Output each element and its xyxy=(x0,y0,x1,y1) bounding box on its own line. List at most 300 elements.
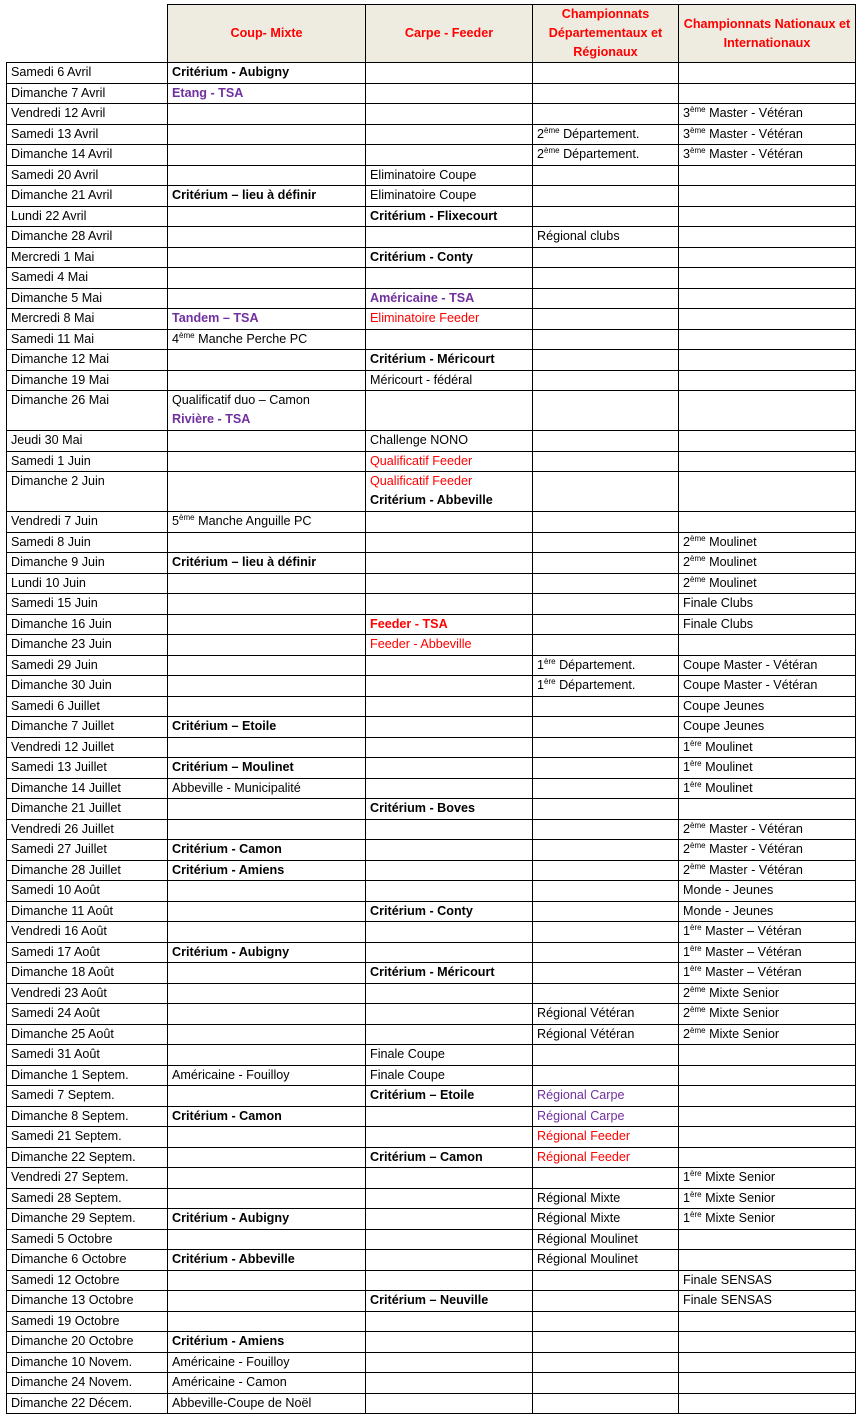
ordinal-number: 1 xyxy=(683,944,691,959)
coup-mixte-cell xyxy=(168,186,366,207)
table-row xyxy=(7,614,856,635)
national-international-cell xyxy=(679,1250,856,1271)
coup-mixte-cell xyxy=(168,1250,366,1271)
national-international-cell xyxy=(679,186,856,207)
date-cell: Vendredi 16 Août xyxy=(7,922,168,943)
event-label: Régional Carpe xyxy=(537,1088,625,1102)
event-label: Moulinet xyxy=(705,760,753,774)
event-label: Master - Vétéran xyxy=(709,821,803,836)
national-international-cell xyxy=(679,840,856,861)
event-entry xyxy=(370,615,528,634)
carpe-feeder-cell xyxy=(366,553,533,574)
event-entry xyxy=(172,1066,361,1085)
carpe-feeder-cell xyxy=(366,1332,533,1353)
event-entry xyxy=(537,1127,674,1146)
departmental-regional-cell xyxy=(533,268,679,289)
date-cell: Samedi 20 Avril xyxy=(7,165,168,186)
date-cell: Samedi 27 Juillet xyxy=(7,840,168,861)
ordinal-number: 1 xyxy=(683,780,691,795)
departmental-regional-cell xyxy=(533,1065,679,1086)
national-international-cell xyxy=(679,942,856,963)
national-international-cell xyxy=(679,391,856,431)
national-international-cell xyxy=(679,370,856,391)
ordinal-number: 2 xyxy=(537,147,545,161)
coup-mixte-cell xyxy=(168,594,366,615)
coup-mixte-cell xyxy=(168,717,366,738)
table-row xyxy=(7,799,856,820)
event-label: Américaine - Fouilloy xyxy=(172,1067,290,1082)
ordinal-suffix: ème xyxy=(690,125,706,135)
ordinal-suffix: ème xyxy=(544,125,560,135)
event-label: Mixte Senior xyxy=(709,1006,780,1020)
departmental-regional-cell xyxy=(533,758,679,779)
ordinal-suffix: ère xyxy=(544,677,556,686)
event-entry xyxy=(370,289,528,308)
table-row xyxy=(7,573,856,594)
national-international-cell xyxy=(679,778,856,799)
date-cell: Lundi 10 Juin xyxy=(7,573,168,594)
carpe-feeder-cell xyxy=(366,1147,533,1168)
table-row xyxy=(7,63,856,84)
event-label: Critérium - Camon xyxy=(172,842,282,856)
event-label: Régional Feeder xyxy=(537,1129,631,1143)
national-international-cell xyxy=(679,655,856,676)
departmental-regional-cell xyxy=(533,819,679,840)
national-international-cell xyxy=(679,1373,856,1394)
national-international-cell xyxy=(679,206,856,227)
table-row xyxy=(7,451,856,472)
ordinal-number: 2 xyxy=(537,126,545,141)
national-international-cell xyxy=(679,1393,856,1414)
carpe-feeder-cell xyxy=(366,1168,533,1189)
departmental-regional-cell xyxy=(533,860,679,881)
event-entry xyxy=(370,1291,528,1310)
coup-mixte-cell xyxy=(168,288,366,309)
event-label: Rivière - TSA xyxy=(172,412,251,426)
date-cell: Samedi 13 Juillet xyxy=(7,758,168,779)
coup-mixte-cell xyxy=(168,1352,366,1373)
event-entry xyxy=(370,452,528,471)
event-entry xyxy=(172,63,361,82)
event-label: Coupe Jeunes xyxy=(683,698,765,713)
event-entry xyxy=(683,717,851,736)
event-entry xyxy=(683,553,851,572)
event-entry xyxy=(537,1004,674,1023)
event-label: Finale Coupe xyxy=(370,1047,445,1061)
event-entry xyxy=(172,1250,361,1269)
coup-mixte-cell xyxy=(168,451,366,472)
national-international-cell xyxy=(679,532,856,553)
coup-mixte-cell xyxy=(168,1045,366,1066)
date-cell: Dimanche 18 Août xyxy=(7,963,168,984)
event-label: Master - Vétéran xyxy=(709,147,803,161)
carpe-feeder-cell xyxy=(366,840,533,861)
ordinal-number: 4 xyxy=(172,331,180,346)
event-label: Critérium – Camon xyxy=(370,1149,483,1164)
table-row xyxy=(7,1086,856,1107)
event-entry xyxy=(537,1107,674,1126)
ordinal-suffix: ère xyxy=(544,656,556,666)
departmental-regional-cell xyxy=(533,983,679,1004)
carpe-feeder-cell xyxy=(366,1229,533,1250)
table-row xyxy=(7,1311,856,1332)
event-label: Eliminatoire Feeder xyxy=(370,311,480,325)
departmental-regional-cell xyxy=(533,1086,679,1107)
table-row xyxy=(7,1209,856,1230)
coup-mixte-cell xyxy=(168,799,366,820)
date-cell: Vendredi 12 Juillet xyxy=(7,737,168,758)
event-label: Moulinet xyxy=(705,739,753,754)
departmental-regional-cell xyxy=(533,676,679,697)
departmental-regional-cell xyxy=(533,391,679,431)
event-entry xyxy=(172,1107,361,1126)
table-row xyxy=(7,268,856,289)
event-entry xyxy=(683,125,851,144)
event-entry xyxy=(370,635,528,654)
event-entry xyxy=(683,1209,851,1228)
ordinal-suffix: ème xyxy=(690,1005,706,1014)
table-row xyxy=(7,124,856,145)
departmental-regional-cell xyxy=(533,227,679,248)
coup-mixte-cell xyxy=(168,614,366,635)
event-label: Master – Vétéran xyxy=(705,944,802,959)
date-cell: Samedi 10 Août xyxy=(7,881,168,902)
coup-mixte-cell xyxy=(168,206,366,227)
carpe-feeder-cell xyxy=(366,1373,533,1394)
date-cell: Dimanche 7 Avril xyxy=(7,83,168,104)
ordinal-suffix: ère xyxy=(690,1189,702,1199)
ordinal-suffix: ème xyxy=(690,820,706,830)
event-entry xyxy=(370,186,528,205)
departmental-regional-cell xyxy=(533,1393,679,1414)
date-cell: Dimanche 25 Août xyxy=(7,1024,168,1045)
event-label: Master - Vétéran xyxy=(709,106,803,120)
departmental-regional-cell xyxy=(533,696,679,717)
event-entry xyxy=(172,779,361,798)
coup-mixte-cell xyxy=(168,1106,366,1127)
carpe-feeder-cell xyxy=(366,983,533,1004)
ordinal-number: 2 xyxy=(683,534,691,549)
event-label: Moulinet xyxy=(709,575,757,590)
event-entry xyxy=(683,1168,851,1187)
ordinal-number: 2 xyxy=(683,985,691,1000)
event-entry xyxy=(683,656,851,675)
coup-mixte-cell xyxy=(168,1188,366,1209)
table-row xyxy=(7,165,856,186)
table-row xyxy=(7,532,856,553)
departmental-regional-cell xyxy=(533,901,679,922)
event-entry xyxy=(370,166,528,185)
national-international-cell xyxy=(679,922,856,943)
coup-mixte-cell xyxy=(168,431,366,452)
table-row xyxy=(7,309,856,330)
ordinal-number: 1 xyxy=(683,1211,691,1225)
departmental-regional-cell xyxy=(533,512,679,533)
departmental-regional-cell xyxy=(533,1373,679,1394)
departmental-regional-cell xyxy=(533,1352,679,1373)
event-entry xyxy=(172,186,361,205)
date-cell: Samedi 19 Octobre xyxy=(7,1311,168,1332)
event-entry xyxy=(172,330,361,349)
event-label: Régional clubs xyxy=(537,229,620,243)
table-row xyxy=(7,1393,856,1414)
event-entry xyxy=(370,1045,528,1064)
carpe-feeder-cell xyxy=(366,1045,533,1066)
national-international-cell xyxy=(679,309,856,330)
header-departmental-regional: Championnats Départementaux et Régionaux xyxy=(533,5,679,63)
event-label: Département. xyxy=(563,147,640,161)
event-entry xyxy=(172,1332,361,1351)
coup-mixte-cell xyxy=(168,758,366,779)
event-label: Qualificatif duo – Camon xyxy=(172,393,310,407)
departmental-regional-cell xyxy=(533,1291,679,1312)
event-label: Master - Vétéran xyxy=(709,842,803,856)
ordinal-number: 5 xyxy=(172,514,180,528)
carpe-feeder-cell xyxy=(366,799,533,820)
header-carpe-feeder: Carpe - Feeder xyxy=(366,5,533,63)
event-label: Critérium – lieu à définir xyxy=(172,555,317,569)
coup-mixte-cell xyxy=(168,124,366,145)
national-international-cell xyxy=(679,124,856,145)
carpe-feeder-cell xyxy=(366,1270,533,1291)
coup-mixte-cell xyxy=(168,860,366,881)
carpe-feeder-cell xyxy=(366,391,533,431)
event-label: Feeder - Abbeville xyxy=(370,637,472,651)
carpe-feeder-cell xyxy=(366,1106,533,1127)
carpe-feeder-cell xyxy=(366,1004,533,1025)
departmental-regional-cell xyxy=(533,451,679,472)
carpe-feeder-cell xyxy=(366,472,533,512)
departmental-regional-cell xyxy=(533,1229,679,1250)
carpe-feeder-cell xyxy=(366,63,533,84)
event-label: Moulinet xyxy=(709,534,757,549)
table-row xyxy=(7,983,856,1004)
coup-mixte-cell xyxy=(168,145,366,166)
event-label: Master – Vétéran xyxy=(705,965,802,979)
departmental-regional-cell xyxy=(533,1024,679,1045)
date-cell: Dimanche 10 Novem. xyxy=(7,1352,168,1373)
national-international-cell xyxy=(679,104,856,125)
table-row xyxy=(7,227,856,248)
ordinal-suffix: ème xyxy=(690,841,706,850)
departmental-regional-cell xyxy=(533,1045,679,1066)
coup-mixte-cell xyxy=(168,1270,366,1291)
ordinal-number: 1 xyxy=(683,1190,691,1205)
carpe-feeder-cell xyxy=(366,737,533,758)
event-label: Challenge NONO xyxy=(370,433,468,447)
event-entry xyxy=(683,922,851,941)
table-row xyxy=(7,860,856,881)
event-entry xyxy=(683,738,851,757)
event-label: Critérium - Flixecourt xyxy=(370,208,498,223)
carpe-feeder-cell xyxy=(366,963,533,984)
table-row xyxy=(7,1024,856,1045)
carpe-feeder-cell xyxy=(366,451,533,472)
table-row xyxy=(7,758,856,779)
departmental-regional-cell xyxy=(533,963,679,984)
date-cell: Jeudi 30 Mai xyxy=(7,431,168,452)
departmental-regional-cell xyxy=(533,431,679,452)
ordinal-number: 3 xyxy=(683,147,691,161)
coup-mixte-cell xyxy=(168,655,366,676)
date-cell: Dimanche 30 Juin xyxy=(7,676,168,697)
ordinal-suffix: ère xyxy=(690,923,702,932)
event-entry xyxy=(683,840,851,859)
carpe-feeder-cell xyxy=(366,227,533,248)
event-label: Critérium - Boves xyxy=(370,801,475,815)
ordinal-number: 1 xyxy=(683,739,691,754)
date-cell: Dimanche 29 Septem. xyxy=(7,1209,168,1230)
departmental-regional-cell xyxy=(533,635,679,656)
table-header xyxy=(7,5,856,63)
event-entry xyxy=(683,697,851,716)
table-row xyxy=(7,288,856,309)
event-label: Finale SENSAS xyxy=(683,1272,772,1287)
header-row xyxy=(7,5,856,63)
carpe-feeder-cell xyxy=(366,1352,533,1373)
coup-mixte-cell xyxy=(168,472,366,512)
table-row xyxy=(7,635,856,656)
table-row xyxy=(7,778,856,799)
coup-mixte-cell xyxy=(168,268,366,289)
ordinal-suffix: ème xyxy=(179,330,195,340)
event-label: Feeder - TSA xyxy=(370,616,448,631)
national-international-cell xyxy=(679,1024,856,1045)
carpe-feeder-cell xyxy=(366,206,533,227)
departmental-regional-cell xyxy=(533,186,679,207)
table-row xyxy=(7,1065,856,1086)
event-label: Régional Moulinet xyxy=(537,1231,638,1246)
table-body xyxy=(7,63,856,1414)
event-entry xyxy=(537,1148,674,1167)
event-entry xyxy=(370,431,528,450)
national-international-cell xyxy=(679,1127,856,1148)
departmental-regional-cell xyxy=(533,1209,679,1230)
event-label: Régional Mixte xyxy=(537,1211,621,1225)
event-entry xyxy=(172,410,361,429)
ordinal-suffix: ème xyxy=(690,861,706,871)
departmental-regional-cell xyxy=(533,881,679,902)
coup-mixte-cell xyxy=(168,696,366,717)
table-row xyxy=(7,431,856,452)
departmental-regional-cell xyxy=(533,350,679,371)
event-entry xyxy=(683,594,851,613)
national-international-cell xyxy=(679,758,856,779)
carpe-feeder-cell xyxy=(366,1311,533,1332)
carpe-feeder-cell xyxy=(366,1291,533,1312)
ordinal-number: 3 xyxy=(683,126,691,141)
ordinal-suffix: ème xyxy=(690,554,706,563)
event-label: Département. xyxy=(559,657,636,672)
event-entry xyxy=(537,1230,674,1249)
national-international-cell xyxy=(679,431,856,452)
coup-mixte-cell xyxy=(168,370,366,391)
event-label: Département. xyxy=(563,126,640,141)
coup-mixte-cell xyxy=(168,1168,366,1189)
ordinal-number: 1 xyxy=(683,1170,691,1184)
event-label: Critérium – Neuville xyxy=(370,1293,489,1307)
carpe-feeder-cell xyxy=(366,512,533,533)
ordinal-number: 2 xyxy=(683,821,691,836)
date-cell: Dimanche 21 Avril xyxy=(7,186,168,207)
event-label: Master - Vétéran xyxy=(709,862,803,877)
date-cell: Dimanche 2 Juin xyxy=(7,472,168,512)
table-row xyxy=(7,655,856,676)
event-label: Critérium - Conty xyxy=(370,903,473,918)
ordinal-suffix: ère xyxy=(690,964,702,973)
coup-mixte-cell xyxy=(168,1127,366,1148)
event-label: Critérium - Amiens xyxy=(172,862,285,877)
national-international-cell xyxy=(679,983,856,1004)
event-entry xyxy=(370,1066,528,1085)
event-label: Critérium – Moulinet xyxy=(172,760,294,774)
carpe-feeder-cell xyxy=(366,83,533,104)
national-international-cell xyxy=(679,594,856,615)
event-entry xyxy=(683,676,851,695)
competition-calendar-table xyxy=(6,4,856,1414)
carpe-feeder-cell xyxy=(366,860,533,881)
departmental-regional-cell xyxy=(533,532,679,553)
table-row xyxy=(7,922,856,943)
departmental-regional-cell xyxy=(533,1332,679,1353)
event-entry xyxy=(370,1086,528,1105)
national-international-cell xyxy=(679,1045,856,1066)
national-international-cell xyxy=(679,1065,856,1086)
departmental-regional-cell xyxy=(533,573,679,594)
date-cell: Dimanche 21 Juillet xyxy=(7,799,168,820)
national-international-cell xyxy=(679,512,856,533)
event-label: Finale SENSAS xyxy=(683,1293,772,1307)
event-label: Mixte Senior xyxy=(709,985,780,1000)
carpe-feeder-cell xyxy=(366,532,533,553)
carpe-feeder-cell xyxy=(366,104,533,125)
event-entry xyxy=(683,820,851,839)
ordinal-suffix: ère xyxy=(690,759,702,768)
event-label: Moulinet xyxy=(709,555,757,569)
ordinal-suffix: ème xyxy=(690,1025,706,1035)
ordinal-suffix: ème xyxy=(544,146,560,155)
coup-mixte-cell xyxy=(168,1393,366,1414)
ordinal-suffix: ème xyxy=(690,574,706,584)
carpe-feeder-cell xyxy=(366,778,533,799)
national-international-cell xyxy=(679,1147,856,1168)
date-cell: Dimanche 20 Octobre xyxy=(7,1332,168,1353)
table-row xyxy=(7,1147,856,1168)
event-entry xyxy=(537,1189,674,1208)
event-label: Moulinet xyxy=(705,780,753,795)
event-entry xyxy=(370,491,528,510)
carpe-feeder-cell xyxy=(366,881,533,902)
carpe-feeder-cell xyxy=(366,635,533,656)
carpe-feeder-cell xyxy=(366,1393,533,1414)
national-international-cell xyxy=(679,1168,856,1189)
departmental-regional-cell xyxy=(533,1250,679,1271)
national-international-cell xyxy=(679,1291,856,1312)
table-row xyxy=(7,1045,856,1066)
table-row xyxy=(7,472,856,512)
ordinal-suffix: ème xyxy=(690,984,706,994)
national-international-cell xyxy=(679,1188,856,1209)
ordinal-number: 2 xyxy=(683,1026,691,1041)
date-cell: Dimanche 14 Juillet xyxy=(7,778,168,799)
national-international-cell xyxy=(679,1270,856,1291)
coup-mixte-cell xyxy=(168,1086,366,1107)
date-cell: Dimanche 7 Juillet xyxy=(7,717,168,738)
table-row xyxy=(7,1004,856,1025)
coup-mixte-cell xyxy=(168,350,366,371)
event-label: Manche Perche PC xyxy=(198,331,308,346)
event-entry xyxy=(370,799,528,818)
